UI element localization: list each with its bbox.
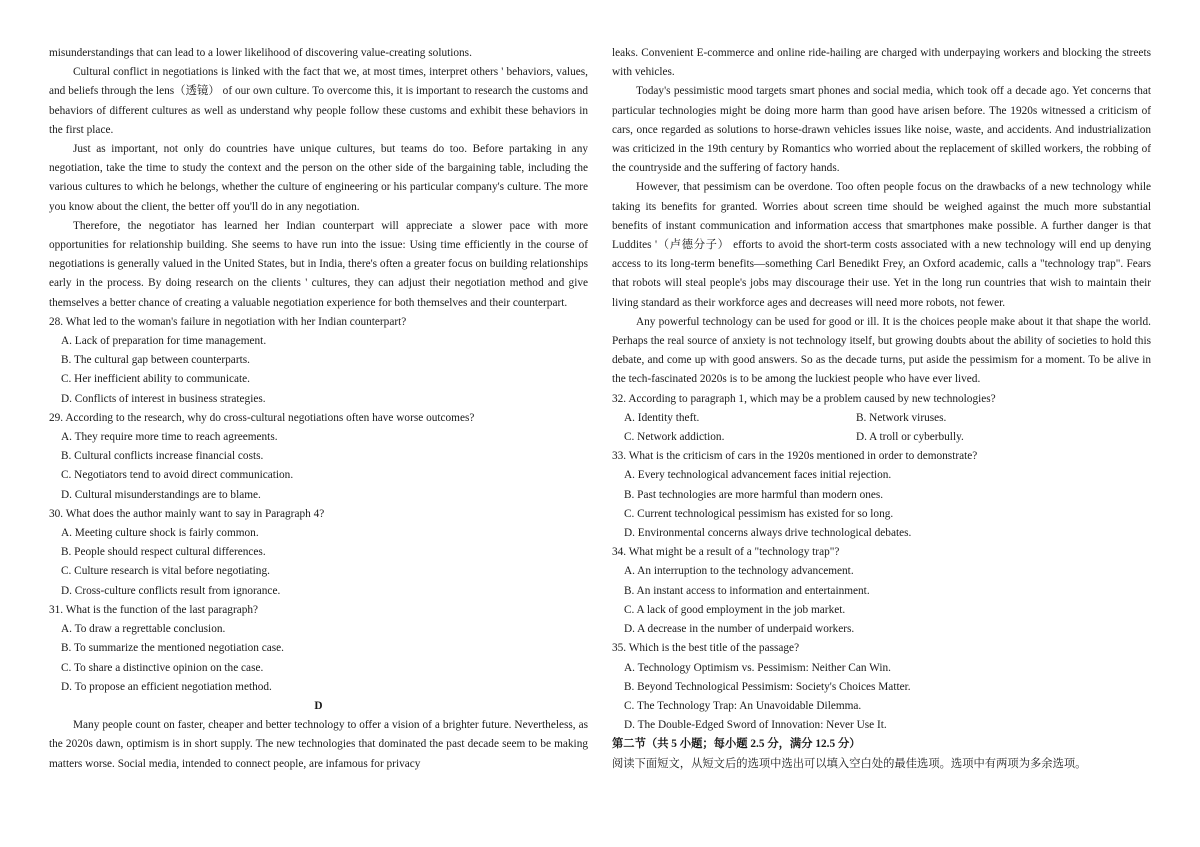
- passage-paragraph: Many people count on faster, cheaper and better technology to offer a vision of a brighter future. Nevertheless, as the 2020s dawn, optimism is in short supply. The new technologies that dominated the past decade seem to be making matters worse. Social media, intended to connect people, are infamous for privacy: [49, 719, 588, 770]
- option: D. Conflicts of interest in business strategies.: [61, 392, 266, 405]
- passage-paragraph: Therefore, the negotiator has learned her Indian counterpart will appreciate a slower pace with more opportunities for relationship building. She seems to have run into the issue: Using time efficiently in the course of negotiations is generally valued in the United States, but in India, there's often a greater focus on building relationships early in the process. By doing research on the clients ' cultures, they can adjust their negotiation method and give themselves a better chance of creating a valuable negotiation experience for both themselves and their counterpart.: [49, 219, 588, 309]
- option: B. An instant access to information and entertainment.: [624, 584, 870, 597]
- option: B. Past technologies are more harmful than modern ones.: [624, 488, 884, 501]
- option: C. Negotiators tend to avoid direct communication.: [61, 469, 294, 482]
- section-instruction: 阅读下面短文，从短文后的选项中选出可以填入空白处的最佳选项。选项中有两项为多余选项。: [612, 757, 1087, 770]
- option: C. Culture research is vital before negotiating.: [61, 565, 270, 578]
- passage-paragraph: leaks. Convenient E-commerce and online ride-hailing are charged with underpaying workers and blocking the streets with vehicles.: [612, 47, 1151, 79]
- section-heading: 第二节（共 5 小题；每小题 2.5 分，满分 12.5 分）: [612, 738, 861, 751]
- option: D. Cultural misunderstandings are to blame.: [61, 488, 261, 501]
- option-grid: [612, 409, 1151, 447]
- option: C. Current technological pessimism has existed for so long.: [624, 507, 894, 520]
- option: C. A lack of good employment in the job market.: [624, 603, 846, 616]
- option: B. Beyond Technological Pessimism: Society's Choices Matter.: [624, 680, 911, 693]
- passage-paragraph: Any powerful technology can be used for good or ill. It is the choices people make about it that shape the world. Perhaps the real source of anxiety is not technology itself, but growing doubts about the ability of societies to hold this debate, and come up with good answers. So as the decade turns, put aside the pessimism for a moment. To be alive in the tech-fascinated 2020s is to be among the luckiest people who have ever lived.: [612, 315, 1151, 386]
- option: D. The Double-Edged Sword of Innovation: Never Use It.: [624, 719, 887, 732]
- option: D. Cross-culture conflicts result from ignorance.: [61, 584, 281, 597]
- question-30: 30. What does the author mainly want to say in Paragraph 4?: [49, 507, 325, 520]
- option: A. Identity theft.: [624, 411, 700, 424]
- left-column: [49, 44, 588, 774]
- passage-paragraph: However, that pessimism can be overdone. Too often people focus on the drawbacks of a new technology while taking its benefits for granted. Worries about screen time should be weighed against the much more substantial benefits of instant communication and information access that smartphones make possible. A further danger is that Luddites '（卢德分子） efforts to avoid the short-term costs associated with a new technology will end up denying access to its long-term benefits—something Carl Benedikt Frey, an Oxford academic, calls a "technology trap". Fears that robots will steal people's jobs may discourage their use. Yet in the long run countries that wish to maintain their living standard as their workforce ages and decreases will need more robots, not fewer.: [612, 181, 1151, 309]
- option: B. People should respect cultural differences.: [61, 546, 266, 559]
- option: C. The Technology Trap: An Unavoidable Dilemma.: [624, 699, 862, 712]
- question-29: 29. According to the research, why do cross-cultural negotiations often have worse outcomes?: [49, 411, 475, 424]
- option: A. They require more time to reach agreements.: [61, 431, 278, 444]
- question-31: 31. What is the function of the last paragraph?: [49, 603, 259, 616]
- question-32: 32. According to paragraph 1, which may be a problem caused by new technologies?: [612, 392, 996, 405]
- option: A. Meeting culture shock is fairly common.: [61, 527, 259, 540]
- option: A. To draw a regrettable conclusion.: [61, 623, 226, 636]
- passage-paragraph: Cultural conflict in negotiations is linked with the fact that we, at most times, interpret others ' behaviors, values, and beliefs through the lens（透镜） of our own culture. To overcome this, it is important to research the customs and behaviors of different cultures as well as understand why people follow these customs and exhibit these behaviors in the first place.: [49, 66, 588, 136]
- option: B. The cultural gap between counterparts.: [61, 354, 250, 367]
- passage-paragraph: Just as important, not only do countries have unique cultures, but teams do too. Before partaking in any negotiation, take the time to study the context and the person on the other side of the bargaining table, including the various cultures to which he belongs, whether the culture of engineering or his particular company's culture. The more you know about the client, the better off you'll do in any negotiation.: [49, 143, 588, 213]
- option: A. Technology Optimism vs. Pessimism: Neither Can Win.: [624, 661, 891, 674]
- question-33: 33. What is the criticism of cars in the 1920s mentioned in order to demonstrate?: [612, 450, 978, 463]
- question-35: 35. Which is the best title of the passage?: [612, 642, 800, 655]
- option: A. An interruption to the technology advancement.: [624, 565, 854, 578]
- option: B. Network viruses.: [856, 411, 947, 424]
- option: C. Network addiction.: [624, 431, 725, 444]
- option: D. A decrease in the number of underpaid workers.: [624, 623, 855, 636]
- option: C. To share a distinctive opinion on the case.: [61, 661, 264, 674]
- right-column: [612, 44, 1151, 774]
- passage-paragraph: misunderstandings that can lead to a lower likelihood of discovering value-creating solutions.: [49, 47, 472, 59]
- section-letter: D: [314, 699, 323, 712]
- question-28: 28. What led to the woman's failure in negotiation with her Indian counterpart?: [49, 315, 407, 328]
- option: B. To summarize the mentioned negotiation case.: [61, 642, 284, 655]
- option: C. Her inefficient ability to communicate.: [61, 373, 250, 386]
- option: B. Cultural conflicts increase financial costs.: [61, 450, 264, 463]
- question-34: 34. What might be a result of a "technology trap"?: [612, 546, 840, 559]
- option: D. To propose an efficient negotiation method.: [61, 680, 272, 693]
- option: D. A troll or cyberbully.: [856, 431, 964, 444]
- option: A. Lack of preparation for time management.: [61, 335, 267, 348]
- option: A. Every technological advancement faces initial rejection.: [624, 469, 892, 482]
- passage-paragraph: Today's pessimistic mood targets smart phones and social media, which took off a decade ago. Yet concerns that particular technologies might be doing more harm than good have arisen before. The 1920s witnessed a criticism of cars, once regarded as solutions to horse-drawn vehicles issues like noise, waste, and accidents. And industrialization was criticized in the 19th century by Romantics who worried about the replacement of skilled workers, the robbing of the countryside and the suffering of factory hands.: [612, 85, 1151, 175]
- option: D. Environmental concerns always drive technological debates.: [624, 527, 912, 540]
